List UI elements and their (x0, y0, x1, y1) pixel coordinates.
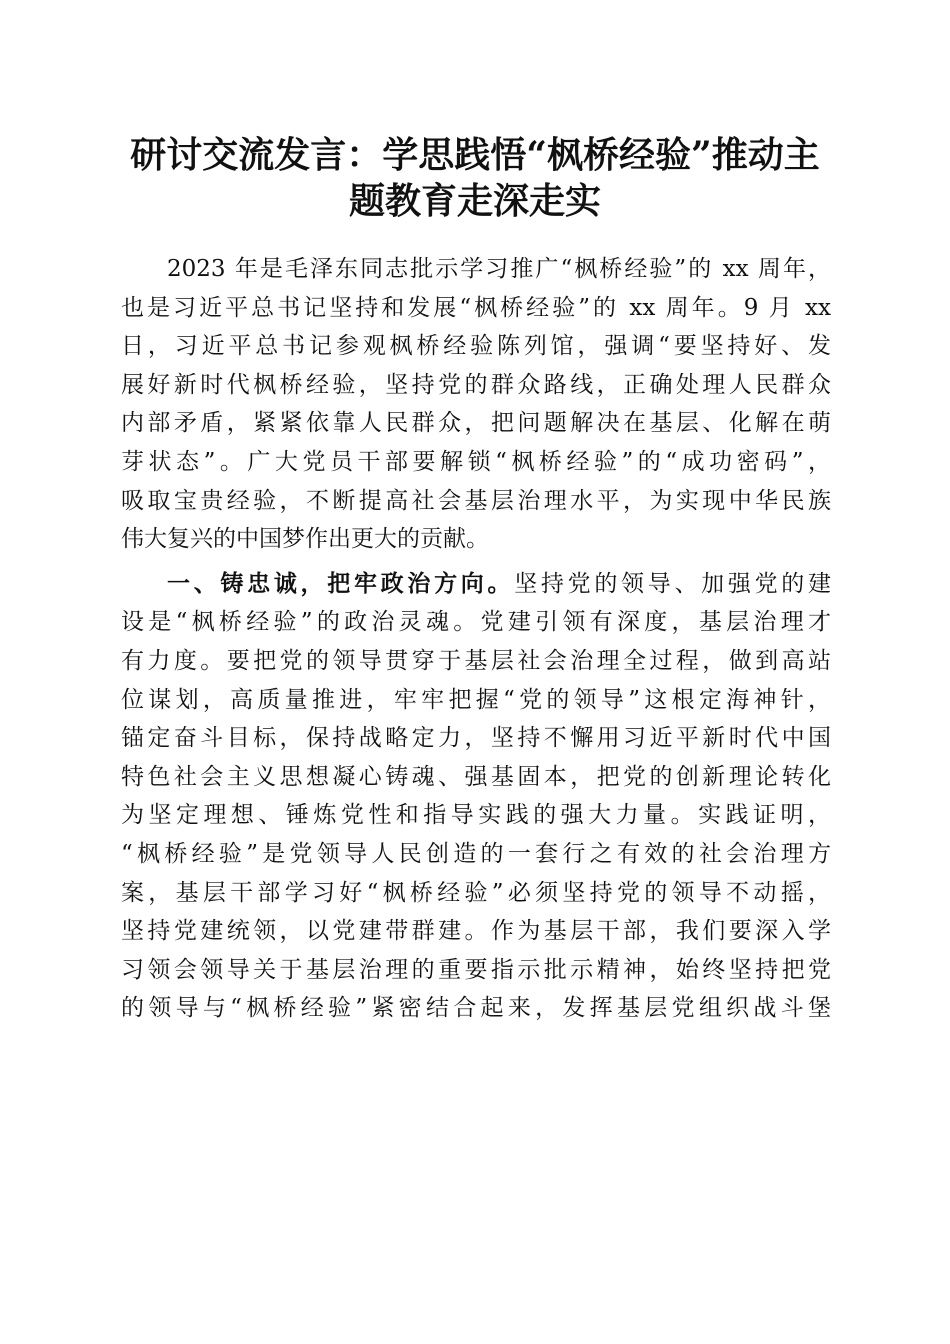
text-line: 坚持党建统领，以党建带群建。作为基层干部，我们要深入学 (121, 918, 831, 945)
title-line: 研讨交流发言：学思践悟“枫桥经验”推动主 (130, 134, 820, 176)
text-line: 特色社会主义思想凝心铸魂、强基固本，把党的创新理论转化 (121, 763, 831, 790)
paragraph-section-1 (121, 565, 831, 1028)
text-line (121, 565, 831, 604)
document-body (121, 250, 831, 1028)
text-line: 2023 年是毛泽东同志批示学习推广“枫桥经验”的 xx 周年， (167, 256, 831, 282)
section-heading: 一、铸忠诚，把牢政治方向。 (167, 569, 515, 597)
title-line: 题教育走深走实 (348, 180, 601, 222)
text-line: 有力度。要把党的领导贯穿于基层社会治理全过程，做到高站 (121, 647, 831, 674)
section-first-line-text: 坚持党的领导、加强党的建 (514, 570, 832, 597)
text-line: 为坚定理想、锤炼党性和指导实践的强大力量。实践证明， (121, 802, 831, 829)
text-line: 习领会领导关于基层治理的重要指示批示精神，始终坚持把党 (121, 956, 831, 983)
text-line: 也是习近平总书记坚持和发展“枫桥经验”的 xx 周年。9 月 xx (121, 294, 831, 321)
text-line: 吸取宝贵经验，不断提高社会基层治理水平，为实现中华民族 (121, 487, 831, 514)
text-line: 日，习近平总书记参观枫桥经验陈列馆，强调“要坚持好、发 (121, 333, 831, 360)
text-line: 案，基层干部学习好“枫桥经验”必须坚持党的领导不动摇， (121, 879, 831, 906)
text-line: 位谋划，高质量推进，牢牢把握“党的领导”这根定海神针， (121, 686, 831, 713)
document-title (110, 132, 840, 224)
text-line: 伟大复兴的中国梦作出更大的贡献。 (121, 526, 489, 553)
text-line: “枫桥经验”是党领导人民创造的一套行之有效的社会治理方 (121, 840, 831, 867)
paragraph-intro (121, 250, 831, 559)
text-line: 内部矛盾，紧紧依靠人民群众，把问题解决在基层、化解在萌 (121, 410, 831, 437)
text-line: 锚定奋斗目标，保持战略定力，坚持不懈用习近平新时代中国 (121, 725, 831, 752)
text-line: 芽状态”。广大党员干部要解锁“枫桥经验”的“成功密码”， (121, 448, 831, 475)
text-line: 展好新时代枫桥经验，坚持党的群众路线，正确处理人民群众 (121, 371, 831, 398)
text-line: 的领导与“枫桥经验”紧密结合起来，发挥基层党组织战斗堡 (121, 995, 831, 1022)
text-line: 设是“枫桥经验”的政治灵魂。党建引领有深度，基层治理才 (121, 609, 831, 636)
